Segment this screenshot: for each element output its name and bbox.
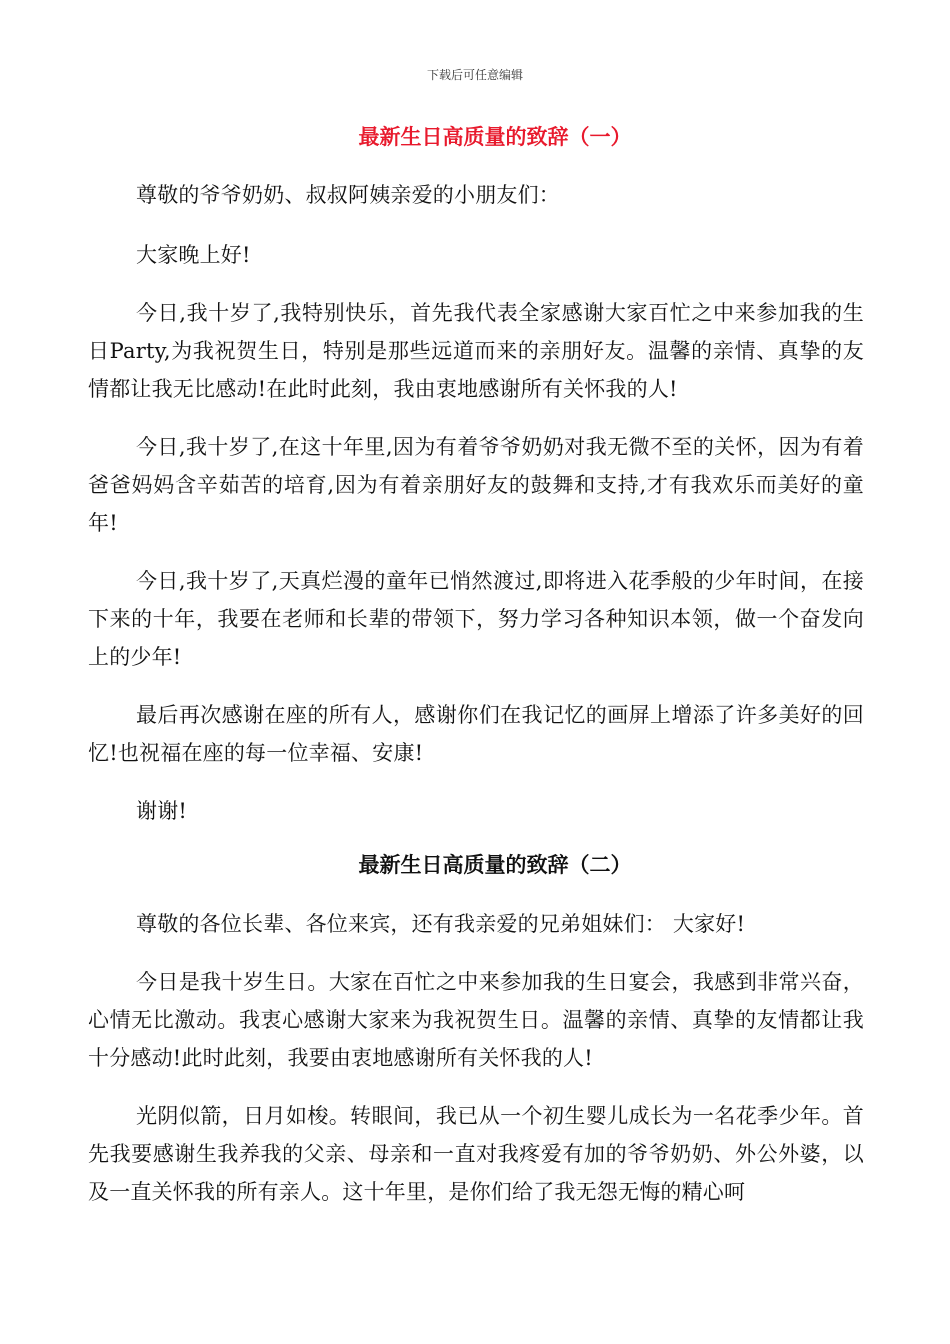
section2-paragraph: 光阴似箭，日月如梭。转眼间，我已从一个初生婴儿成长为一名花季少年。首先我要感谢生我养我的父亲、母亲和一直对我疼爱有加的爷爷奶奶、外公外婆，以及一直关怀我的所有亲人。这十年里，是你们给了我无怨无悔的精心呵 xyxy=(88,1104,864,1204)
section1-paragraph: 今日,我十岁了,我特别快乐，首先我代表全家感谢大家百忙之中来参加我的生日Party,为我祝贺生日，特别是那些远道而来的亲朋好友。温馨的亲情、真挚的友情都让我无比感动!在此时此刻，我由衷地感谢所有关怀我的人! xyxy=(88,301,864,401)
header-note: 下载后可任意编辑 xyxy=(426,68,523,82)
section1-title: 最新生日高质量的致辞（一） xyxy=(358,125,632,149)
section1-paragraph: 尊敬的爷爷奶奶、叔叔阿姨亲爱的小朋友们： xyxy=(136,183,560,207)
section1-paragraph: 今日,我十岁了,天真烂漫的童年已悄然渡过,即将进入花季般的少年时间，在接下来的十年，我要在老师和长辈的带领下，努力学习各种知识本领，做一个奋发向上的少年! xyxy=(88,569,864,669)
section1-paragraph: 今日,我十岁了,在这十年里,因为有着爷爷奶奶对我无微不至的关怀，因为有着爸爸妈妈含辛茹苦的培育,因为有着亲朋好友的鼓舞和支持,才有我欢乐而美好的童年! xyxy=(88,435,864,535)
section2-paragraph: 尊敬的各位长辈、各位来宾，还有我亲爱的兄弟姐妹们： 大家好! xyxy=(136,912,746,936)
section1-paragraph: 大家晚上好! xyxy=(136,243,251,267)
section1-paragraph: 谢谢! xyxy=(136,799,188,823)
section1-paragraph: 最后再次感谢在座的所有人，感谢你们在我记忆的画屏上增添了许多美好的回忆!也祝福在座的每一位幸福、安康! xyxy=(88,703,864,765)
section2-title: 最新生日高质量的致辞（二） xyxy=(358,853,632,877)
section2-paragraph: 今日是我十岁生日。大家在百忙之中来参加我的生日宴会，我感到非常兴奋，心情无比激动。我衷心感谢大家来为我祝贺生日。温馨的亲情、真挚的友情都让我十分感动!此时此刻，我要由衷地感谢所有关怀我的人! xyxy=(88,970,864,1070)
